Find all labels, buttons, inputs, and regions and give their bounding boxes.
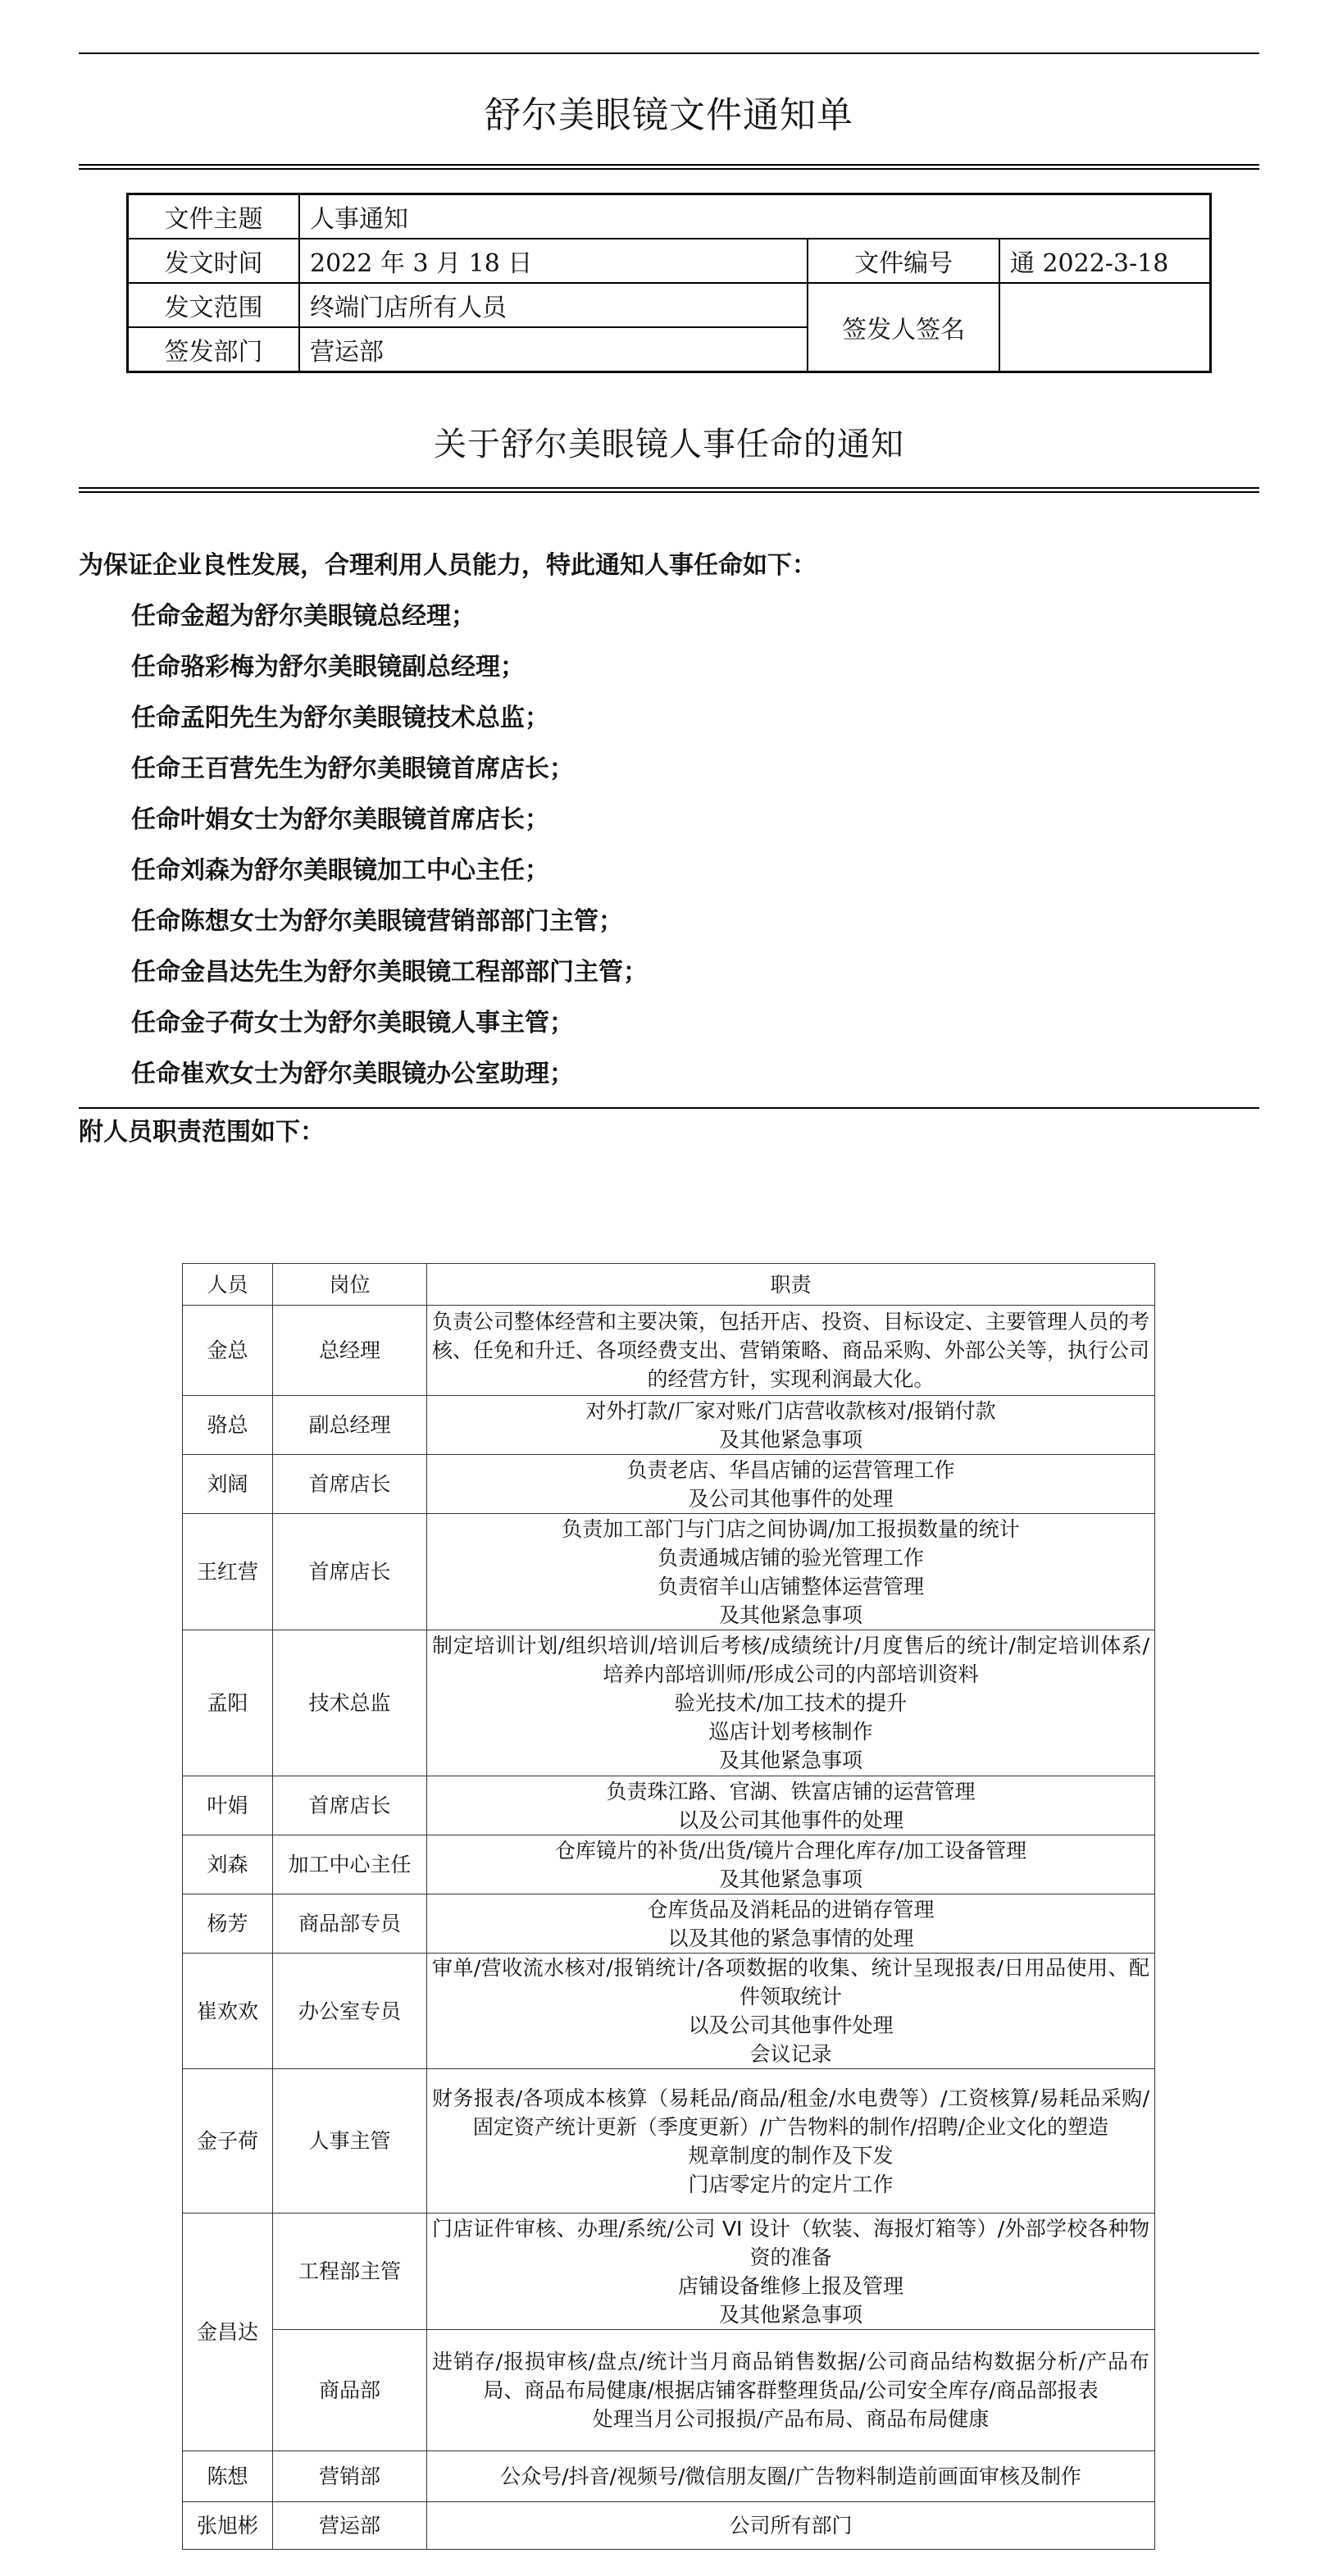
duties-cell [427, 1954, 1155, 2069]
duty-line: 门店零定片的定片工作 [688, 2172, 894, 2196]
person-cell: 金昌达 [183, 2214, 273, 2451]
duty-line: 负责珠江路、官湖、铁富店铺的运营管理 [606, 1779, 976, 1803]
signer-signature-cell [999, 283, 1211, 372]
header-row-scope [128, 283, 1211, 327]
duty-line: 及其他紧急事项 [718, 1603, 862, 1627]
position-cell: 首席店长 [273, 1776, 427, 1835]
table-row [183, 1306, 1155, 1396]
person-cell: 崔欢欢 [183, 1954, 273, 2069]
duties-cell [427, 1776, 1155, 1835]
duty-table [182, 1263, 1155, 2550]
position-cell: 首席店长 [273, 1455, 427, 1514]
title-double-rule [79, 164, 1259, 170]
person-cell: 孟阳 [183, 1630, 273, 1776]
table-row [183, 2451, 1155, 2502]
duty-line: 仓库货品及消耗品的进销存管理 [647, 1897, 935, 1922]
duty-line: 以及公司其他事件处理 [688, 2013, 894, 2037]
header-position: 岗位 [273, 1264, 427, 1306]
duty-line: 审单/营收流水核对/报销统计/各项数据的收集、统计呈现报表/日用品使用、配件领取统计 [432, 1956, 1149, 2008]
table-row [183, 1776, 1155, 1835]
signer-label: 签发人签名 [808, 283, 999, 372]
position-cell: 首席店长 [273, 1514, 427, 1630]
duties-cell [427, 2451, 1155, 2502]
appointment-item: 任命叶娟女士为舒尔美眼镜首席店长； [131, 805, 549, 834]
appointment-item: 任命骆彩梅为舒尔美眼镜副总经理； [131, 653, 525, 682]
docno-label: 文件编号 [808, 239, 999, 283]
position-cell: 副总经理 [273, 1396, 427, 1455]
table-row [183, 1455, 1155, 1514]
duty-line: 处理当月公司报损/产品布局、商品布局健康 [592, 2407, 990, 2431]
duty-line: 及其他紧急事项 [718, 1427, 862, 1452]
date-value: 2022 年 3 月 18 日 [299, 239, 808, 283]
position-cell: 商品部专员 [273, 1894, 427, 1954]
notice-header-table [126, 193, 1212, 373]
appointment-item: 任命崔欢女士为舒尔美眼镜办公室助理； [131, 1060, 574, 1088]
person-cell: 刘森 [183, 1835, 273, 1894]
duty-line: 及公司其他事件的处理 [688, 1486, 894, 1511]
duty-line: 巡店计划考核制作 [708, 1720, 873, 1744]
duties-cell [427, 2214, 1155, 2330]
duties-cell [427, 1455, 1155, 1514]
appointment-item: 任命王百营先生为舒尔美眼镜首席店长； [131, 755, 574, 783]
duty-line: 公司所有部门 [729, 2514, 853, 2537]
position-cell: 营销部 [273, 2451, 427, 2502]
duty-line: 店铺设备维修上报及管理 [677, 2273, 903, 2298]
duty-line: 负责加工部门与门店之间协调/加工报损数量的统计 [562, 1516, 1020, 1541]
duty-line: 验光技术/加工技术的提升 [674, 1691, 908, 1715]
person-cell: 骆总 [183, 1396, 273, 1455]
duty-line: 及其他紧急事项 [718, 1867, 862, 1891]
notice-title: 关于舒尔美眼镜人事任命的通知 [434, 426, 904, 463]
duty-line: 负责通城店铺的验光管理工作 [657, 1545, 924, 1570]
duty-line: 门店证件审核、办理/系统/公司 VI 设计（软装、海报灯箱等）/外部学校各种物资的准备 [432, 2216, 1149, 2269]
duty-line: 负责宿羊山店铺整体运营管理 [657, 1574, 924, 1598]
table-row [183, 1894, 1155, 1954]
top-rule [79, 52, 1259, 54]
duties-cell [427, 1630, 1155, 1776]
appendix-label: 附人员职责范围如下： [79, 1118, 325, 1147]
table-row [183, 1514, 1155, 1630]
table-row [183, 1630, 1155, 1776]
duties-cell [427, 1894, 1155, 1954]
subject-value: 人事通知 [299, 194, 1210, 239]
table-row [183, 2069, 1155, 2214]
position-cell: 人事主管 [273, 2069, 427, 2214]
header-person: 人员 [183, 1264, 273, 1306]
dept-label: 签发部门 [128, 327, 300, 372]
appointment-item: 任命孟阳先生为舒尔美眼镜技术总监； [131, 704, 549, 732]
duties-cell [427, 2069, 1155, 2214]
duty-line: 制定培训计划/组织培训/培训后考核/成绩统计/月度售后的统计/制定培训体系/培养内部培训师/形成公司的内部培训资料 [432, 1634, 1149, 1686]
position-cell: 营运部 [273, 2502, 427, 2550]
duty-line: 规章制度的制作及下发 [688, 2143, 894, 2168]
appointment-item: 任命金超为舒尔美眼镜总经理； [131, 602, 476, 631]
person-cell: 刘阔 [183, 1455, 273, 1514]
duties-cell [427, 1514, 1155, 1630]
duties-cell [427, 1835, 1155, 1894]
duty-line: 以及其他的紧急事情的处理 [667, 1926, 914, 1950]
table-row [183, 1835, 1155, 1894]
scope-label: 发文范围 [128, 283, 300, 327]
appointment-item: 任命陈想女士为舒尔美眼镜营销部部门主管； [131, 907, 623, 936]
person-cell: 金总 [183, 1306, 273, 1396]
position-cell: 技术总监 [273, 1630, 427, 1776]
docno-value: 通 2022-3-18 [999, 239, 1211, 283]
duty-line: 公众号/抖音/视频号/微信朋友圈/广告物料制造前画面审核及制作 [500, 2464, 1081, 2488]
position-cell: 加工中心主任 [273, 1835, 427, 1894]
duty-line: 及其他紧急事项 [718, 2302, 862, 2327]
notice-double-rule [79, 487, 1259, 493]
header-row-date [128, 239, 1211, 283]
duty-line: 及其他紧急事项 [718, 1748, 862, 1772]
header-row-subject [128, 194, 1211, 239]
subject-label: 文件主题 [128, 194, 300, 239]
header-duties: 职责 [427, 1264, 1155, 1306]
table-row [183, 1954, 1155, 2069]
duty-line: 进销存/报损审核/盘点/统计当月商品销售数据/公司商品结构数据分析/产品布局、商品布局健康/根据店铺客群整理货品/公司安全库存/商品部报表 [432, 2350, 1149, 2402]
intro-text: 为保证企业良性发展，合理利用人员能力，特此通知人事任命如下： [79, 551, 817, 580]
duty-line: 负责公司整体经营和主要决策，包括开店、投资、目标设定、主要管理人员的考核、任免和升迁、各项经费支出、营销策略、商品采购、外部公关等，执行公司的经营方针，实现利润最大化。 [432, 1310, 1150, 1391]
appointment-item: 任命金子荷女士为舒尔美眼镜人事主管； [131, 1009, 574, 1037]
table-row [183, 2214, 1155, 2330]
person-cell: 金子荷 [183, 2069, 273, 2214]
document-title: 舒尔美眼镜文件通知单 [485, 94, 853, 136]
position-cell: 办公室专员 [273, 1954, 427, 2069]
table-row [183, 2502, 1155, 2550]
scope-value: 终端门店所有人员 [299, 283, 808, 327]
table-row [183, 2330, 1155, 2451]
table-row [183, 1396, 1155, 1455]
duties-cell [427, 1306, 1155, 1396]
dept-value: 营运部 [299, 327, 808, 372]
duties-cell [427, 1396, 1155, 1455]
duty-line: 对外打款/厂家对账/门店营收款核对/报销付款 [585, 1398, 996, 1423]
person-cell: 叶娟 [183, 1776, 273, 1835]
person-cell: 张旭彬 [183, 2502, 273, 2550]
duty-line: 会议记录 [749, 2042, 832, 2066]
position-cell: 工程部主管 [273, 2214, 427, 2330]
person-cell: 杨芳 [183, 1894, 273, 1954]
duties-cell [427, 2330, 1155, 2451]
duty-table-header [183, 1264, 1155, 1306]
duty-line: 负责老店、华昌店铺的运营管理工作 [626, 1457, 955, 1482]
date-label: 发文时间 [128, 239, 300, 283]
appointment-item: 任命金昌达先生为舒尔美眼镜工程部部门主管； [131, 958, 648, 987]
duty-line: 仓库镜片的补货/出货/镜片合理化库存/加工设备管理 [554, 1838, 1027, 1862]
duty-line: 以及公司其他事件的处理 [677, 1808, 903, 1832]
position-cell: 商品部 [273, 2330, 427, 2451]
position-cell: 总经理 [273, 1306, 427, 1396]
person-cell: 陈想 [183, 2451, 273, 2502]
duties-cell [427, 2502, 1155, 2550]
section-rule [79, 1107, 1259, 1109]
appointment-item: 任命刘森为舒尔美眼镜加工中心主任； [131, 856, 549, 885]
duty-line: 财务报表/各项成本核算（易耗品/商品/租金/水电费等）/工资核算/易耗品采购/固定资产统计更新（季度更新）/广告物料的制作/招聘/企业文化的塑造 [432, 2086, 1149, 2139]
person-cell: 王红营 [183, 1514, 273, 1630]
